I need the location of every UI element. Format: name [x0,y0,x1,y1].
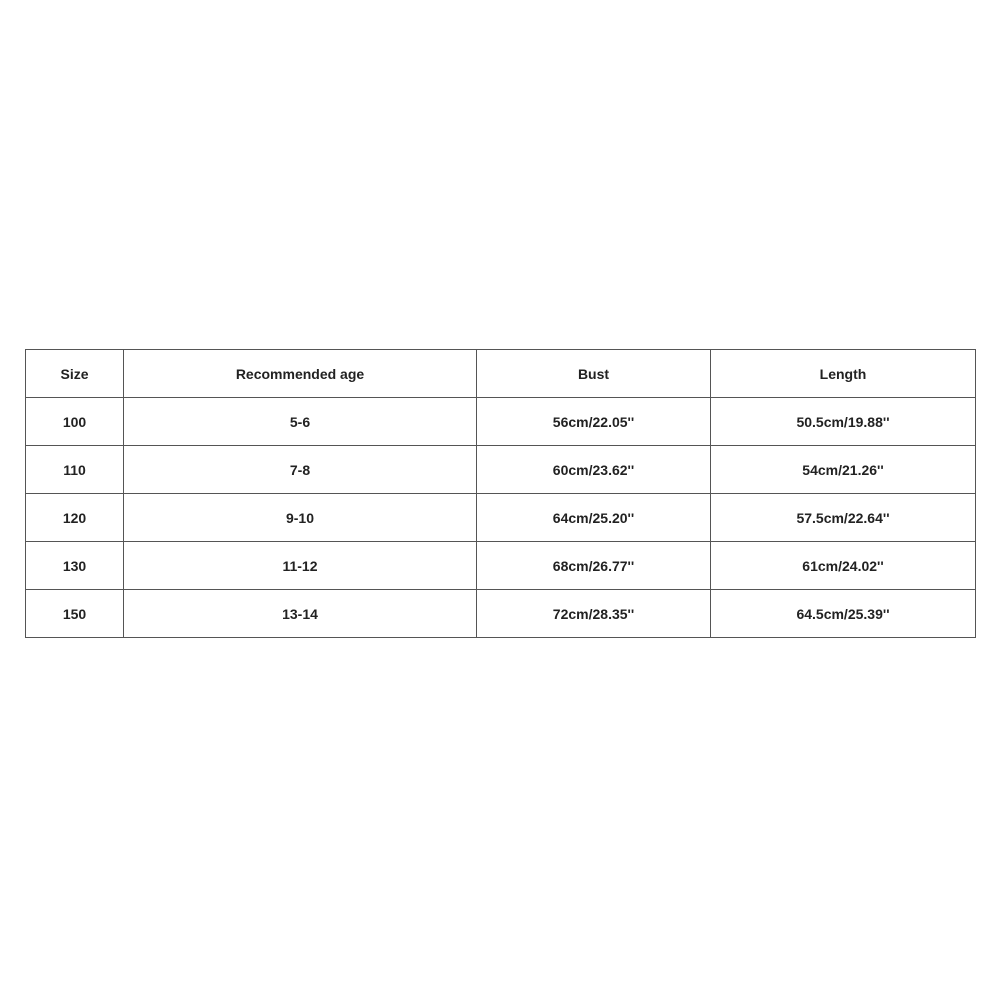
cell-length: 50.5cm/19.88'' [711,398,976,446]
cell-bust: 68cm/26.77'' [477,542,711,590]
header-size: Size [26,350,124,398]
cell-age: 13-14 [124,590,477,638]
cell-size: 100 [26,398,124,446]
cell-size: 150 [26,590,124,638]
header-length: Length [711,350,976,398]
cell-bust: 56cm/22.05'' [477,398,711,446]
cell-bust: 60cm/23.62'' [477,446,711,494]
cell-size: 110 [26,446,124,494]
table-row [26,542,976,590]
cell-bust: 72cm/28.35'' [477,590,711,638]
cell-age: 7-8 [124,446,477,494]
table-row [26,446,976,494]
cell-length: 57.5cm/22.64'' [711,494,976,542]
cell-length: 64.5cm/25.39'' [711,590,976,638]
cell-age: 11-12 [124,542,477,590]
cell-length: 61cm/24.02'' [711,542,976,590]
cell-length: 54cm/21.26'' [711,446,976,494]
table-header-row [26,350,976,398]
cell-age: 9-10 [124,494,477,542]
cell-size: 130 [26,542,124,590]
table-row [26,398,976,446]
cell-bust: 64cm/25.20'' [477,494,711,542]
cell-age: 5-6 [124,398,477,446]
table-row [26,494,976,542]
table-row [26,590,976,638]
header-bust: Bust [477,350,711,398]
cell-size: 120 [26,494,124,542]
size-chart-table [25,349,976,638]
header-recommended-age: Recommended age [124,350,477,398]
